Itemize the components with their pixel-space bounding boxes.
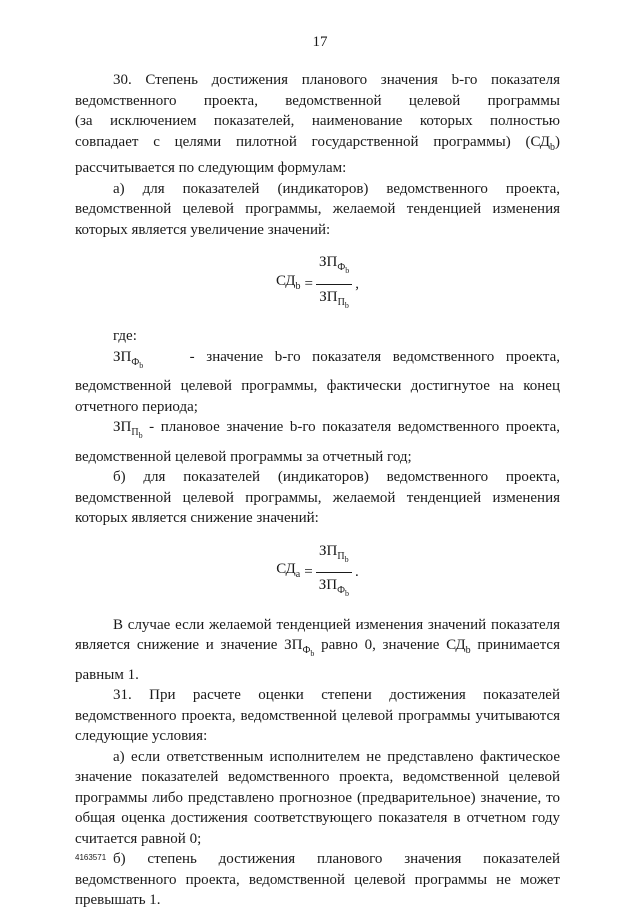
p31a-line-5: считается равной 0; xyxy=(75,830,202,847)
p31a-line-2: значение показателей ведомственного проекта, ведомственной целевой xyxy=(75,769,560,785)
pcase-line-2: является снижение и значение $ЗП_{Ф_b}$ равно 0, значение $СД_b$ принимается xyxy=(75,637,560,658)
def1-symbol: $ЗП_{Ф_b}$ xyxy=(113,348,144,370)
p31-line-3: следующие условия: xyxy=(75,728,208,744)
pb-line-1: б) для показателей (индикаторов) ведомственного проекта, xyxy=(113,469,560,485)
paragraph-31a xyxy=(75,747,560,850)
p30-line-4-sub: b xyxy=(550,141,555,153)
pb-line-3: которых является снижение значений: xyxy=(75,510,319,526)
def2-line-1: $ЗП_{П_b}$ - плановое значение b-го показателя ведомственного проекта, xyxy=(113,419,560,440)
pa-line-2: ведомственной целевой программы, желаемой тенденцией изменения xyxy=(75,201,560,217)
formula2-lhs: $СД_a$ xyxy=(276,561,301,581)
formula2-equals: = xyxy=(304,564,313,581)
p30-line-4-text: совпадает с целями пилотной государственной программы) (СД xyxy=(75,133,550,150)
pa-line-3: которых является увеличение значений: xyxy=(75,221,331,238)
paragraph-a xyxy=(75,179,560,241)
document-body xyxy=(75,70,560,911)
p30-line-3: (за исключением показателей, наименование которых полностью xyxy=(75,113,560,129)
p31b-line-1: б) степень достижения планового значения показателей xyxy=(113,851,560,867)
paragraph-30 xyxy=(75,70,560,179)
def2-symbol: $ЗП_{П_b}$ xyxy=(113,419,143,440)
paragraph-zero-case xyxy=(75,615,560,686)
formula2-denominator: $ЗП_{Ф_b}$ xyxy=(318,577,349,598)
def1-line-1: $ЗП_{Ф_b}$ - значение b-го показателя ведомственного проекта, xyxy=(113,348,561,370)
p30-line-1: 30. Степень достижения планового значения b-го показателя xyxy=(113,72,560,88)
formula1-tail: , xyxy=(355,275,359,292)
formula1-fraction xyxy=(316,252,352,316)
p30-line-2: ведомственного проекта, ведомственной целевой программы xyxy=(75,92,560,109)
pcase-line-1: В случае если желаемой тенденцией изменения значений показателя xyxy=(113,616,560,633)
document-code: 4163571 xyxy=(75,853,107,862)
paragraph-31b xyxy=(75,849,560,911)
p31b-line-3: превышать 1. xyxy=(75,892,161,908)
p31-line-2: ведомственного проекта, ведомственной целевой программы учитываются xyxy=(75,707,560,724)
p31a-line-1: а) если ответственным исполнителем не представлено фактическое xyxy=(113,748,560,765)
p31-line-1: 31. При расчете оценки степени достижения показателей xyxy=(113,687,560,703)
def1-line-3: отчетного периода; xyxy=(75,398,198,415)
formula1-denominator: $ЗП_{П_b}$ xyxy=(319,288,349,310)
p31b-line-2: ведомственного проекта, ведомственной целевой программы не может xyxy=(75,871,560,888)
formula1-lhs: $СД_b$ xyxy=(276,272,301,292)
def1-line-2: ведомственной целевой программы, фактически достигнутое на конец xyxy=(75,378,560,394)
formula1-equals: = xyxy=(304,275,313,292)
formula-decrease xyxy=(75,543,560,603)
pa-line-1: а) для показателей (индикаторов) ведомственного проекта, xyxy=(113,180,560,197)
definition-actual xyxy=(75,347,560,418)
paragraph-b xyxy=(75,467,560,529)
where-label: где: xyxy=(113,328,137,344)
formula2-tail: . xyxy=(354,564,359,581)
def2-line-2: ведомственной целевой программы за отчетный год; xyxy=(75,448,412,465)
page-number: 17 xyxy=(312,34,328,50)
p30-line-4-tail: ) xyxy=(555,133,560,150)
p30-line-5: рассчитывается по следующим формулам: xyxy=(75,160,347,176)
pb-line-2: ведомственной целевой программы, желаемой тенденцией изменения xyxy=(75,489,560,506)
p30-line-4 xyxy=(75,132,560,159)
formula2-fraction xyxy=(316,541,352,605)
formula1-numerator: $ЗП_{Ф_b}$ xyxy=(316,252,352,285)
p31a-line-3: программы либо представлено прогнозное (предварительное) значение, то xyxy=(75,789,560,806)
formula-increase xyxy=(75,254,560,314)
formula2-numerator: $ЗП_{П_b}$ xyxy=(316,541,352,574)
pcase-line-3: равным 1. xyxy=(75,666,139,683)
definition-planned xyxy=(75,417,560,467)
paragraph-31 xyxy=(75,685,560,747)
p31a-line-4: общая оценка достижения соответствующего показателя в отчетном году xyxy=(75,810,560,826)
